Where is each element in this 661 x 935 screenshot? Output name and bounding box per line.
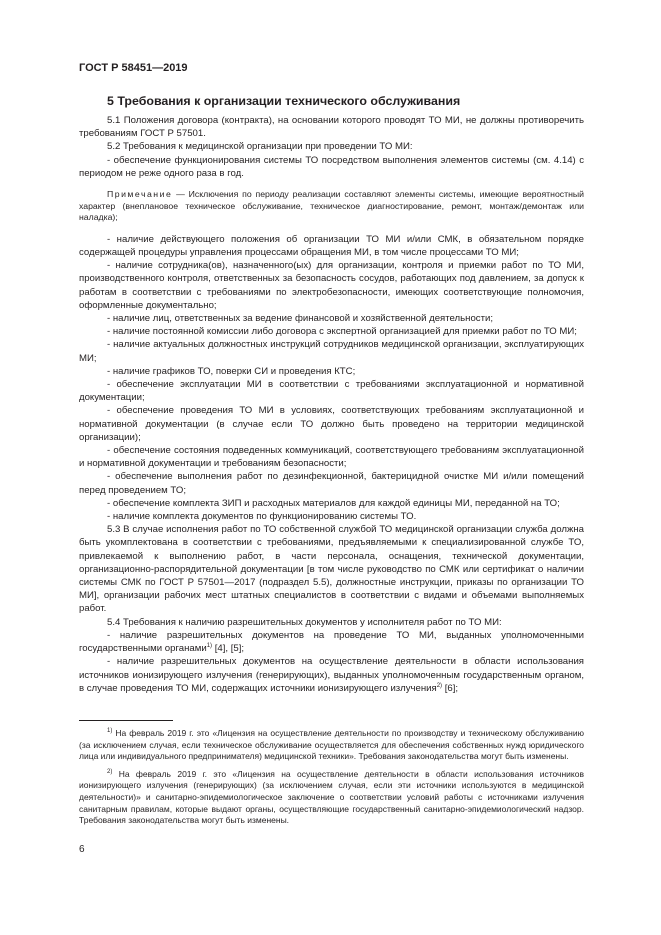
item-text: - наличие разрешительных документов на осуществление деятельности в области использования источников ионизирующего излучения (генерирующих), выданных уполномоченным государственным органом, в случае проведения ТО МИ, содержащих источники ионизирующего излучения [79, 656, 584, 694]
section-title: 5 Требования к организации технического обслуживания [107, 94, 461, 108]
footnote-ref: 1) [206, 642, 213, 649]
list-item: - обеспечение проведения ТО МИ в условиях, соответствующих требованиям эксплуатационной и нормативной документации (в случае если ТО должно быть проведено на территории медицинской организации); [79, 405, 584, 443]
footnote-marker: 2) [107, 768, 113, 775]
footnote-ref: 2) [436, 682, 443, 689]
footnote [79, 728, 584, 763]
list-item: - обеспечение эксплуатации МИ в соответствии с требованиями эксплуатационной и нормативной документации; [79, 379, 584, 404]
paragraph-5-4-item [79, 629, 584, 655]
paragraph-5-2-item: - обеспечение функционирования системы ТО посредством выполнения элементов системы (см. 4.14) с периодом не реже одного раза в год. [79, 154, 584, 179]
page-number: 6 [79, 844, 85, 855]
footnote-marker: 1) [107, 728, 113, 735]
footnote [79, 769, 584, 827]
list-item: - наличие графиков ТО, поверки СИ и проведения КТС; [107, 365, 356, 377]
document-body [79, 114, 584, 695]
list-item: - наличие лиц, ответственных за ведение финансовой и хозяйственной деятельности; [107, 313, 493, 325]
paragraph-5-2: 5.2 Требования к медицинской организации при проведении ТО МИ: [107, 141, 413, 153]
paragraph-5-4-item [79, 655, 584, 695]
list-item: - наличие актуальных должностных инструкций сотрудников медицинской организации, эксплуатирующих МИ; [79, 339, 584, 364]
note [79, 189, 584, 224]
list-item: - обеспечение комплекта ЗИП и расходных материалов для каждой единицы МИ, переданной на ТО; [107, 497, 560, 509]
list-item: - наличие постоянной комиссии либо договора с экспертной организацией для приемки работ по ТО МИ; [107, 326, 577, 338]
list-item: - обеспечение состояния подведенных коммуникаций, соответствующего требованиям эксплуатационной и нормативной документации и требованиям безопасности; [79, 445, 584, 470]
footnote-divider [79, 720, 173, 721]
item-refs: [6]; [442, 682, 459, 694]
note-text: — Исключения по периоду реализации составляют элементы системы, имеющие вероятностный характер (внеплановое техническое обслуживание, техническое диагностирование, ремонт, монтаж/демонтаж или наладка); [79, 189, 584, 223]
list-item: - наличие комплекта документов по функционированию системы ТО. [107, 511, 417, 523]
list-item: - наличие сотрудника(ов), назначенного(ых) для организации, контроля и приемки работ по ТО МИ, производственного контроля, ответственных за безопасность сосудов, работающих под давлением, за допуск к работам в соответствии с требованиями по электробезопасности, имеющих соответствующие полномочия, оформленные документально; [79, 260, 584, 311]
footnote-text: На февраль 2019 г. это «Лицензия на осуществление деятельности по производству и техническому обслуживанию (за исключением случая, если техническое обслуживание осуществляется для обеспечения собственных нужд юридического лица или индивидуального предпринимателя) медицинской техники». Требования законодательства могут быть изменены. [79, 728, 584, 762]
paragraph-5-3: 5.3 В случае исполнения работ по ТО собственной службой ТО медицинской организации служба должна быть укомплектована в соответствии с требованиями, предъявляемыми к специализированной службе ТО, привлекаемой к выполнению работ, в части персонала, оснащения, технической документации, организационно-распорядительной документации [в том числе руководство по СМК или сертификат о наличии системы СМК по ГОСТ Р 57501—2017 (подраздел 5.5), должностные инструкции, приказы по организации ТО МИ], организации рабочих мест штатных специалистов в соответствии с видами и объемами выполняемых работ. [79, 524, 584, 615]
item-refs: [4], [5]; [212, 643, 245, 655]
note-label: Примечание [107, 189, 173, 200]
footnotes [79, 728, 584, 833]
footnote-text: На февраль 2019 г. это «Лицензия на осуществление деятельности в области использования источников ионизирующего излучения (генерирующих) (за исключением случая, если эти источники используются в медицинской деятельности)» и санитарно-эпидемиологическое заключение о соответствии условий работы с источниками излучения санитарным правилам, которые выдают органы, осуществляющие государственный санитарно-эпидемиологический надзор. Требования законодательства могут быть изменены. [79, 768, 584, 826]
document-header: ГОСТ Р 58451—2019 [79, 62, 188, 74]
item-text: - наличие разрешительных документов на проведение ТО МИ, выданных уполномоченными государственными органами [79, 629, 584, 655]
list-item: - обеспечение выполнения работ по дезинфекционной, бактерицидной очистке МИ и/или помещений перед проведением ТО; [79, 471, 584, 496]
list-item: - наличие действующего положения об организации ТО МИ и/или СМК, в обязательном порядке содержащей процедуры управления процессами обращения МИ, в том числе процессами ТО МИ; [79, 233, 584, 258]
paragraph-5-1: 5.1 Положения договора (контракта), на основании которого проводят ТО МИ, не должны противоречить требованиям ГОСТ Р 57501. [79, 115, 584, 140]
paragraph-5-4: 5.4 Требования к наличию разрешительных документов у исполнителя работ по ТО МИ: [107, 616, 502, 628]
